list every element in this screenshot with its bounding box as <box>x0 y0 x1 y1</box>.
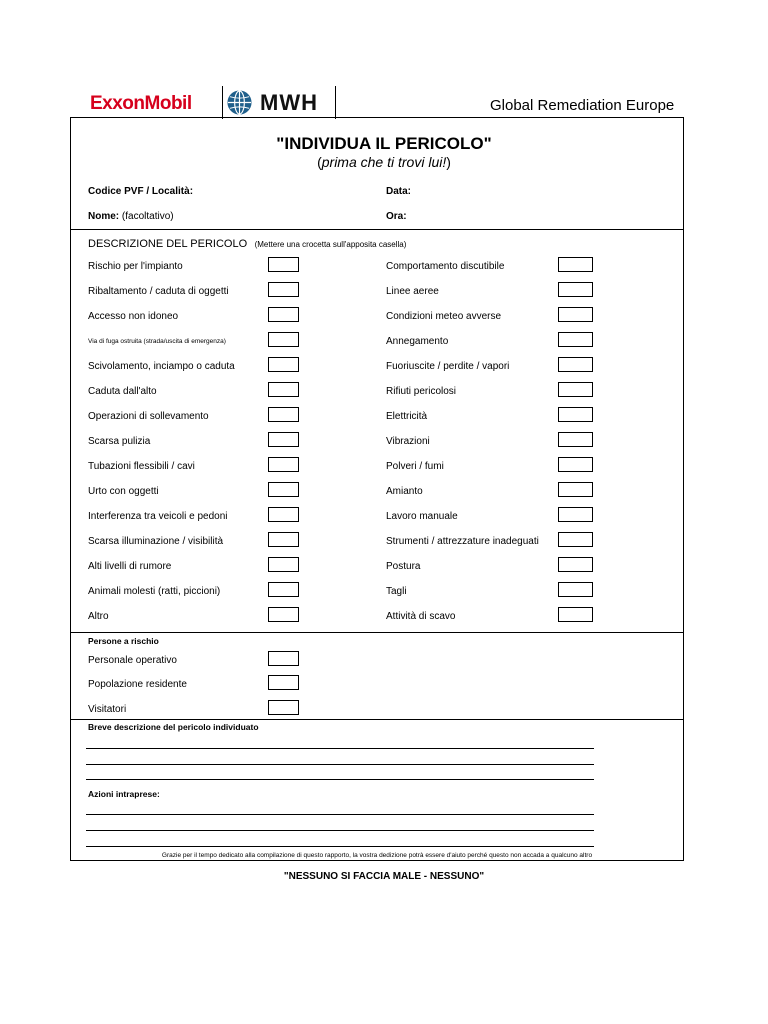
organization-name: Global Remediation Europe <box>490 97 675 114</box>
hazard-checkbox[interactable] <box>558 557 593 572</box>
hazard-label: Interferenza tra veicoli e pedoni <box>88 511 228 522</box>
hazard-label: Rischio per l'impianto <box>88 261 183 272</box>
persone-heading: Persone a rischio <box>88 636 159 646</box>
hazard-checkbox[interactable] <box>558 607 593 622</box>
form-title: "INDIVIDUA IL PERICOLO" <box>276 134 492 153</box>
azioni-line[interactable] <box>86 814 594 815</box>
hazard-checkbox[interactable] <box>558 307 593 322</box>
hazard-checkbox[interactable] <box>268 382 299 397</box>
nome-label: Nome: (facoltativo) <box>88 211 174 222</box>
codice-label: Codice PVF / Località: <box>88 186 194 197</box>
persone-item: Visitatori <box>88 704 127 715</box>
hazard-checkbox[interactable] <box>268 482 299 497</box>
hazard-label: Accesso non idoneo <box>88 311 179 322</box>
hazard-label: Caduta dall'alto <box>88 386 157 397</box>
hazard-label: Alti livelli di rumore <box>88 561 172 572</box>
hazard-label: Polveri / fumi <box>386 461 444 472</box>
exxonmobil-logo: ExxonMobil <box>90 93 192 114</box>
hazard-label: Amianto <box>386 486 423 497</box>
hazard-checkbox[interactable] <box>558 257 593 272</box>
hazard-checkbox[interactable] <box>268 532 299 547</box>
hazard-label: Vibrazioni <box>386 436 430 447</box>
hazard-label: Altro <box>88 611 109 622</box>
hazard-checkbox[interactable] <box>268 507 299 522</box>
descrizione-heading: DESCRIZIONE DEL PERICOLO (Mettere una crocetta sull'apposita casella) <box>88 238 407 250</box>
hazard-checkbox[interactable] <box>558 532 593 547</box>
form-subtitle: (prima che ti trovi lui!) <box>317 154 451 170</box>
hazard-checkbox[interactable] <box>268 557 299 572</box>
breve-heading: Breve descrizione del pericolo individuato <box>88 722 259 732</box>
hazard-checkbox[interactable] <box>268 357 299 372</box>
hazard-label: Urto con oggetti <box>88 486 159 497</box>
hazard-label: Tubazioni flessibili / cavi <box>88 461 195 472</box>
hazard-checkbox[interactable] <box>558 457 593 472</box>
hazard-label: Animali molesti (ratti, piccioni) <box>88 586 221 597</box>
mwh-logo-text: MWH <box>260 90 318 115</box>
thanks-note: Grazie per il tempo dedicato alla compilazione di questo rapporto, la vostra dedizione potrà essere d'aiuto perché questo non accada a qualcuno altro <box>161 852 593 859</box>
mwh-globe-icon <box>226 89 253 116</box>
hazard-checkbox[interactable] <box>558 382 593 397</box>
hazard-checkbox[interactable] <box>268 257 299 272</box>
breve-line[interactable] <box>86 764 594 765</box>
hazard-checkbox[interactable] <box>558 332 593 347</box>
hazard-checkbox[interactable] <box>268 282 299 297</box>
hazard-label: Rifiuti pericolosi <box>386 386 457 397</box>
hazard-label: Ribaltamento / caduta di oggetti <box>88 286 229 297</box>
breve-line[interactable] <box>86 779 594 780</box>
hazard-checkbox[interactable] <box>268 607 299 622</box>
azioni-line[interactable] <box>86 846 594 847</box>
persone-item: Personale operativo <box>88 655 177 666</box>
hazard-checkbox[interactable] <box>558 282 593 297</box>
hazard-label: Comportamento discutibile <box>386 261 505 272</box>
hazard-label: Linee aeree <box>386 286 439 297</box>
hazard-checkbox[interactable] <box>558 582 593 597</box>
hazard-label: Attività di scavo <box>386 611 456 622</box>
hazard-checkbox[interactable] <box>268 582 299 597</box>
hazard-label: Condizioni meteo avverse <box>386 311 502 322</box>
hazard-label: Postura <box>386 561 421 572</box>
hazard-label: Annegamento <box>386 336 449 347</box>
azioni-heading: Azioni intraprese: <box>88 789 160 799</box>
persone-checkbox[interactable] <box>268 651 299 666</box>
hazard-label: Fuoriuscite / perdite / vapori <box>386 361 510 372</box>
persone-checkbox[interactable] <box>268 675 299 690</box>
hazard-label: Tagli <box>386 586 407 597</box>
hazard-label: Lavoro manuale <box>386 511 458 522</box>
persone-item: Popolazione residente <box>88 679 187 690</box>
hazard-checkbox[interactable] <box>268 332 299 347</box>
hazard-label: Elettricità <box>386 411 428 422</box>
divider-after-hazards <box>71 632 683 633</box>
hazard-checkbox[interactable] <box>268 432 299 447</box>
hazard-label: Scivolamento, inciampo o caduta <box>88 361 235 372</box>
persone-checkbox[interactable] <box>268 700 299 715</box>
divider-after-fields <box>71 229 683 230</box>
hazard-checkbox[interactable] <box>268 407 299 422</box>
breve-line[interactable] <box>86 748 594 749</box>
hazard-label: Strumenti / attrezzature inadeguati <box>386 536 539 547</box>
hazard-checkbox[interactable] <box>558 482 593 497</box>
hazard-checkbox[interactable] <box>558 507 593 522</box>
hazard-label: Scarsa pulizia <box>88 436 151 447</box>
footer-motto: "NESSUNO SI FACCIA MALE - NESSUNO" <box>283 871 485 882</box>
hazard-checkbox[interactable] <box>558 407 593 422</box>
data-label: Data: <box>386 186 412 197</box>
ora-label: Ora: <box>386 211 407 222</box>
hazard-label: Scarsa illuminazione / visibilità <box>88 536 224 547</box>
hazard-checkbox[interactable] <box>268 457 299 472</box>
hazard-label: Via di fuga ostruita (strada/uscita di emergenza) <box>88 338 226 345</box>
azioni-line[interactable] <box>86 830 594 831</box>
hazard-checkbox[interactable] <box>558 432 593 447</box>
hazard-checkbox[interactable] <box>558 357 593 372</box>
hazard-label: Operazioni di sollevamento <box>88 411 209 422</box>
divider-after-persone <box>71 719 683 720</box>
hazard-checkbox[interactable] <box>268 307 299 322</box>
